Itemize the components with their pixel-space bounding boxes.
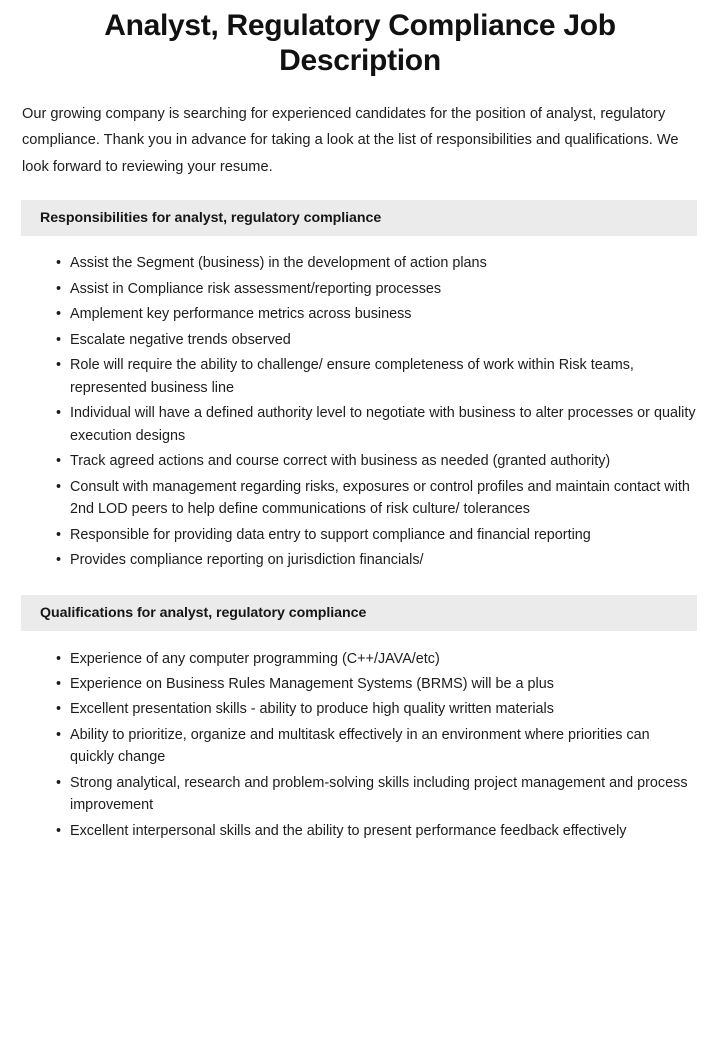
bullet-icon: • [56, 726, 62, 743]
list-item-text: Escalate negative trends observed [70, 331, 291, 348]
responsibilities-list [0, 236, 720, 571]
bullet-icon: • [56, 675, 62, 692]
list-item-text: Track agreed actions and course correct with business as needed (granted authority) [70, 453, 611, 470]
qualifications-section-header [21, 595, 697, 631]
list-item [57, 724, 696, 769]
list-item [57, 252, 696, 274]
responsibilities-section-header [21, 200, 697, 236]
list-item-text: Strong analytical, research and problem-solving skills including project management and process improvement [70, 774, 688, 814]
bullet-icon: • [56, 357, 62, 374]
bullet-icon: • [56, 255, 62, 272]
list-item-text: Responsible for providing data entry to support compliance and financial reporting [70, 526, 591, 543]
bullet-icon: • [56, 774, 62, 791]
bullet-icon: • [56, 331, 62, 348]
list-item [57, 524, 696, 546]
qualifications-list [0, 631, 720, 843]
list-item [57, 354, 696, 399]
bullet-icon: • [56, 306, 62, 323]
list-item-text: Experience of any computer programming (C++/JAVA/etc) [70, 650, 440, 667]
list-item [57, 450, 696, 472]
bullet-icon: • [56, 701, 62, 718]
list-item [57, 303, 696, 325]
list-item [57, 648, 696, 670]
responsibilities-section [0, 200, 720, 571]
bullet-icon: • [56, 280, 62, 297]
bullet-icon: • [56, 822, 62, 839]
bullet-icon: • [56, 526, 62, 543]
list-item [57, 772, 696, 817]
list-item [57, 402, 696, 447]
list-item [57, 476, 696, 521]
bullet-icon: • [56, 552, 62, 569]
qualifications-section [0, 595, 720, 843]
list-item-text: Assist the Segment (business) in the development of action plans [70, 255, 487, 272]
intro-paragraph: Our growing company is searching for experienced candidates for the position of analyst, regulatory compliance. Thank you in advance for taking a look at the list of responsibilities and qualifications. We look forward to reviewing your resume. [22, 105, 679, 175]
bullet-icon: • [56, 478, 62, 495]
list-item-text: Individual will have a defined authority level to negotiate with business to alter processes or quality execution designs [70, 405, 696, 444]
list-item [57, 278, 696, 300]
list-item-text: Amplement key performance metrics across business [70, 306, 412, 323]
list-item-text: Excellent presentation skills - ability to produce high quality written materials [70, 701, 554, 718]
list-item-text: Assist in Compliance risk assessment/reporting processes [70, 280, 442, 297]
bullet-icon: • [56, 650, 62, 667]
list-item-text: Experience on Business Rules Management Systems (BRMS) will be a plus [70, 675, 554, 692]
bullet-icon: • [56, 405, 62, 422]
list-item [57, 673, 696, 695]
list-item-text: Provides compliance reporting on jurisdiction financials/ [70, 552, 424, 569]
list-item-text: Consult with management regarding risks, exposures or control profiles and maintain contact with 2nd LOD peers to help define communications of risk culture/ tolerances [70, 478, 690, 518]
responsibilities-section-header-label: Responsibilities for analyst, regulatory compliance [40, 210, 382, 227]
list-item [57, 698, 696, 720]
bullet-icon: • [56, 453, 62, 470]
list-item-text: Role will require the ability to challenge/ ensure completeness of work within Risk teams, represented business line [70, 357, 634, 396]
list-item-text: Excellent interpersonal skills and the ability to present performance feedback effectively [70, 822, 627, 839]
list-item [57, 549, 696, 571]
list-item [57, 329, 696, 351]
list-item-text: Ability to prioritize, organize and multitask effectively in an environment where priorities can quickly change [70, 726, 650, 766]
list-item [57, 820, 696, 842]
page-title: Analyst, Regulatory Compliance Job Description [104, 9, 616, 78]
qualifications-section-header-label: Qualifications for analyst, regulatory compliance [40, 604, 367, 621]
